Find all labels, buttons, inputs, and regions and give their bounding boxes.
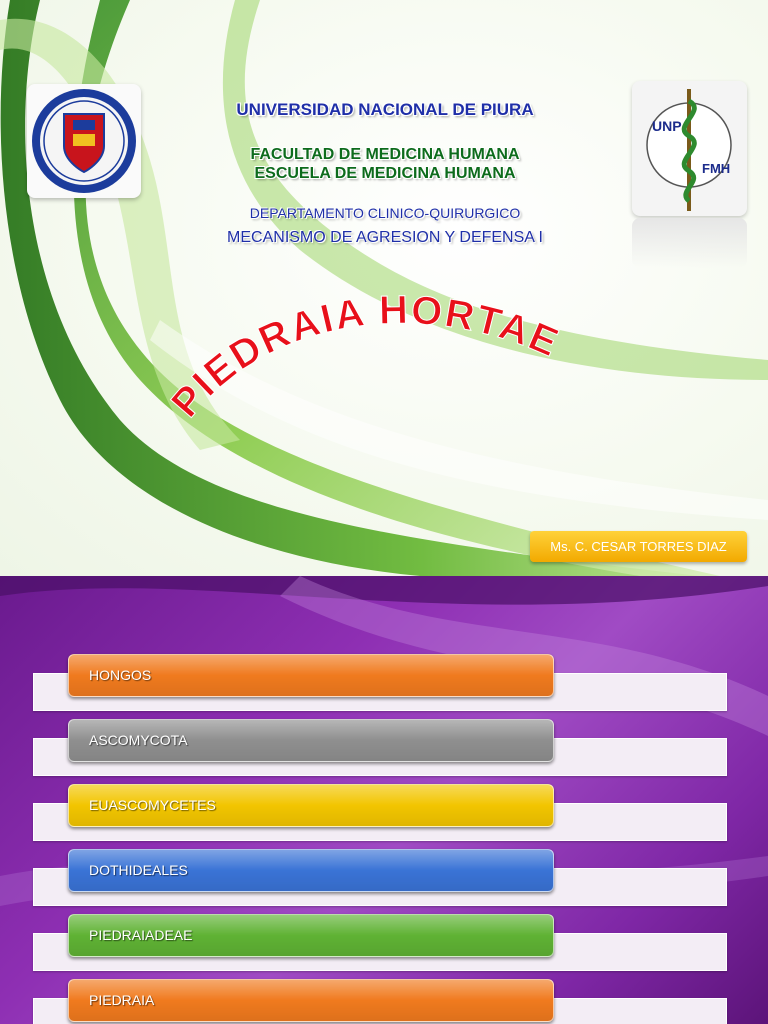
taxonomy-slide (0, 576, 768, 1024)
taxonomy-row (0, 914, 768, 974)
taxonomy-level-box (68, 719, 554, 762)
title-text: PIEDRAIA HORTAE (163, 288, 567, 426)
taxonomy-row (0, 979, 768, 1024)
taxonomy-level-box (68, 914, 554, 957)
logo-unp-text: UNP (652, 118, 682, 134)
logo-fmh-text: FMH (702, 161, 731, 176)
taxonomy-level-box (68, 654, 554, 697)
logo-reflection (632, 218, 747, 268)
taxonomy-level-label: ASCOMYCOTA (89, 732, 188, 748)
taxonomy-row (0, 654, 768, 714)
unp-seal-logo (27, 84, 141, 198)
arched-title (150, 270, 650, 470)
taxonomy-level-label: PIEDRAIA (89, 992, 155, 1008)
taxonomy-level-box (68, 979, 554, 1022)
taxonomy-level-label: EUASCOMYCETES (89, 797, 216, 813)
university-heading: UNIVERSIDAD NACIONAL DE PIURA (236, 100, 534, 119)
svg-text:PIEDRAIA HORTAE (163, 288, 566, 425)
taxonomy-level-label: DOTHIDEALES (89, 862, 188, 878)
taxonomy-row (0, 849, 768, 909)
course-heading: MECANISMO DE AGRESION Y DEFENSA I (227, 229, 543, 246)
taxonomy-row (0, 719, 768, 779)
faculty-line-2: ESCUELA DE MEDICINA HUMANA (254, 165, 516, 182)
faculty-line-1: FACULTAD DE MEDICINA HUMANA (250, 146, 520, 163)
unp-fmh-logo (632, 81, 747, 216)
author-badge: Ms. C. CESAR TORRES DIAZ (530, 531, 747, 562)
taxonomy-row (0, 784, 768, 844)
taxonomy-level-label: HONGOS (89, 667, 152, 683)
taxonomy-level-box (68, 849, 554, 892)
taxonomy-level-box (68, 784, 554, 827)
department-heading: DEPARTAMENTO CLINICO-QUIRURGICO (249, 205, 521, 221)
taxonomy-level-label: PIEDRAIADEAE (89, 927, 193, 943)
faculty-heading (150, 145, 620, 183)
